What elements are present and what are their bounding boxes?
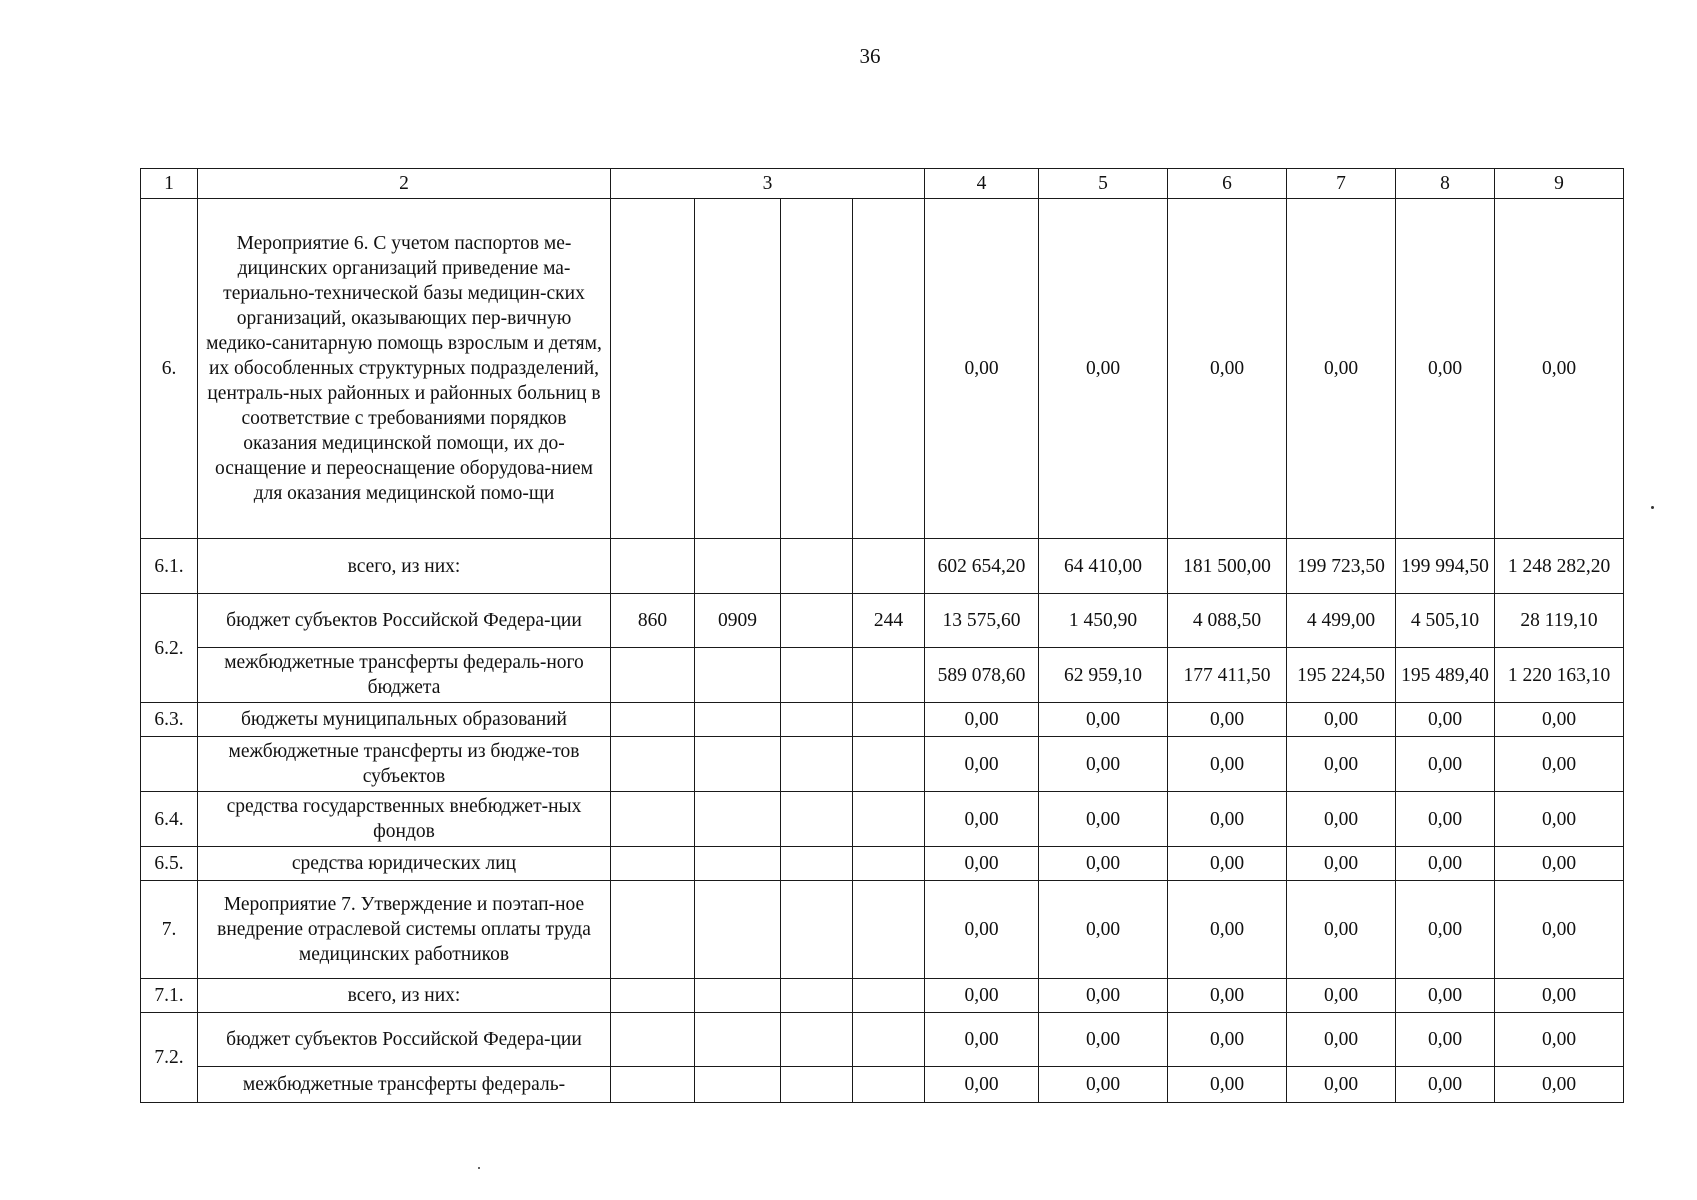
code-cell [853, 199, 925, 539]
row-description: Мероприятие 7. Утверждение и поэтап-ное внедрение отраслевой системы оплаты труда медицинских работников [198, 881, 611, 979]
code-cell [781, 1067, 853, 1103]
value-cell: 0,00 [925, 1013, 1039, 1067]
value-cell: 0,00 [1039, 703, 1168, 737]
code-cell [695, 539, 781, 594]
code-cell [853, 881, 925, 979]
value-cell: 0,00 [1168, 737, 1287, 792]
value-cell: 0,00 [1396, 1067, 1495, 1103]
value-cell: 0,00 [1396, 737, 1495, 792]
value-cell: 0,00 [925, 792, 1039, 847]
row-number: 6.1. [141, 539, 198, 594]
value-cell: 0,00 [1495, 979, 1624, 1013]
header-cell: 8 [1396, 169, 1495, 199]
header-cell: 2 [198, 169, 611, 199]
header-cell: 1 [141, 169, 198, 199]
row-description: бюджет субъектов Российской Федера-ции [198, 594, 611, 648]
value-cell: 4 499,00 [1287, 594, 1396, 648]
row-description: межбюджетные трансферты из бюдже-тов субъектов [198, 737, 611, 792]
value-cell: 0,00 [1495, 1013, 1624, 1067]
row-description: всего, из них: [198, 979, 611, 1013]
table-row [141, 881, 1624, 979]
row-number: 6.4. [141, 792, 198, 847]
row-description: средства юридических лиц [198, 847, 611, 881]
code-cell [695, 737, 781, 792]
code-cell [781, 737, 853, 792]
value-cell: 0,00 [1495, 847, 1624, 881]
code-cell [853, 539, 925, 594]
value-cell: 4 505,10 [1396, 594, 1495, 648]
header-cell: 7 [1287, 169, 1396, 199]
value-cell: 0,00 [1287, 1067, 1396, 1103]
value-cell: 195 224,50 [1287, 648, 1396, 703]
value-cell: 0,00 [1168, 1013, 1287, 1067]
code-cell [781, 881, 853, 979]
value-cell: 0,00 [925, 847, 1039, 881]
code-cell [611, 737, 695, 792]
code-cell [695, 1013, 781, 1067]
value-cell: 177 411,50 [1168, 648, 1287, 703]
value-cell: 0,00 [1396, 881, 1495, 979]
value-cell: 0,00 [1495, 792, 1624, 847]
table-row [141, 847, 1624, 881]
value-cell: 0,00 [1396, 1013, 1495, 1067]
header-cell: 5 [1039, 169, 1168, 199]
header-cell: 3 [611, 169, 925, 199]
row-number: 6.3. [141, 703, 198, 737]
value-cell: 0,00 [1396, 979, 1495, 1013]
code-cell [695, 979, 781, 1013]
value-cell: 0,00 [1287, 979, 1396, 1013]
value-cell: 0,00 [1168, 881, 1287, 979]
value-cell: 62 959,10 [1039, 648, 1168, 703]
row-description: межбюджетные трансферты федераль-ного бюджета [198, 648, 611, 703]
header-cell: 9 [1495, 169, 1624, 199]
value-cell: 1 450,90 [1039, 594, 1168, 648]
code-cell [695, 1067, 781, 1103]
value-cell: 0,00 [1168, 847, 1287, 881]
value-cell: 199 994,50 [1396, 539, 1495, 594]
table-row [141, 737, 1624, 792]
code-cell: 0909 [695, 594, 781, 648]
value-cell: 0,00 [925, 703, 1039, 737]
value-cell: 0,00 [1396, 792, 1495, 847]
table-row [141, 539, 1624, 594]
scan-speck [1651, 506, 1654, 509]
table-header-row [141, 169, 1624, 199]
value-cell: 0,00 [1168, 1067, 1287, 1103]
table-row [141, 594, 1624, 648]
code-cell [611, 1067, 695, 1103]
table-row [141, 1013, 1624, 1067]
row-description: межбюджетные трансферты федераль- [198, 1067, 611, 1103]
table-row [141, 1067, 1624, 1103]
value-cell: 195 489,40 [1396, 648, 1495, 703]
code-cell [695, 199, 781, 539]
value-cell: 0,00 [1396, 847, 1495, 881]
row-description: Мероприятие 6. С учетом паспортов ме-дицинских организаций приведение ма-териально-технической базы медицин-ских организаций, оказывающих пер-вичную медико-санитарную помощь взрослым и детям, их обособленных структурных подразделений, централь-ных районных и районных больниц в соответствие с требованиями порядков оказания медицинской помощи, их до-оснащение и переоснащение оборудова-нием для оказания медицинской помо-щи [198, 199, 611, 539]
row-number: 7.1. [141, 979, 198, 1013]
value-cell: 0,00 [1039, 979, 1168, 1013]
code-cell [611, 847, 695, 881]
code-cell [853, 979, 925, 1013]
value-cell: 0,00 [1495, 737, 1624, 792]
value-cell: 0,00 [1039, 1013, 1168, 1067]
header-cell: 6 [1168, 169, 1287, 199]
value-cell: 13 575,60 [925, 594, 1039, 648]
row-number: 6.5. [141, 847, 198, 881]
value-cell: 0,00 [1287, 199, 1396, 539]
value-cell: 0,00 [1396, 703, 1495, 737]
value-cell: 0,00 [1039, 847, 1168, 881]
code-cell [781, 594, 853, 648]
code-cell [695, 792, 781, 847]
code-cell [853, 703, 925, 737]
value-cell: 0,00 [1039, 199, 1168, 539]
row-number [141, 737, 198, 792]
value-cell: 0,00 [1287, 792, 1396, 847]
value-cell: 589 078,60 [925, 648, 1039, 703]
value-cell: 181 500,00 [1168, 539, 1287, 594]
code-cell [695, 881, 781, 979]
value-cell: 0,00 [925, 979, 1039, 1013]
row-description: бюджеты муниципальных образований [198, 703, 611, 737]
value-cell: 0,00 [1168, 703, 1287, 737]
code-cell [781, 703, 853, 737]
value-cell: 0,00 [1287, 1013, 1396, 1067]
code-cell [853, 792, 925, 847]
code-cell [781, 792, 853, 847]
code-cell [781, 847, 853, 881]
code-cell [781, 1013, 853, 1067]
value-cell: 0,00 [1168, 979, 1287, 1013]
value-cell: 28 119,10 [1495, 594, 1624, 648]
value-cell: 0,00 [1287, 703, 1396, 737]
code-cell [853, 648, 925, 703]
code-cell [695, 648, 781, 703]
value-cell: 0,00 [1396, 199, 1495, 539]
code-cell [611, 792, 695, 847]
row-description: средства государственных внебюджет-ных фондов [198, 792, 611, 847]
code-cell [853, 737, 925, 792]
page-number: 36 [859, 44, 881, 68]
code-cell [781, 648, 853, 703]
value-cell: 0,00 [925, 199, 1039, 539]
row-number: 7. [141, 881, 198, 979]
value-cell: 0,00 [1495, 1067, 1624, 1103]
table-row [141, 792, 1624, 847]
code-cell [611, 1013, 695, 1067]
code-cell: 860 [611, 594, 695, 648]
table-row [141, 703, 1624, 737]
value-cell: 0,00 [1168, 199, 1287, 539]
value-cell: 0,00 [1287, 881, 1396, 979]
table-row [141, 648, 1624, 703]
code-cell: 244 [853, 594, 925, 648]
value-cell: 0,00 [1039, 737, 1168, 792]
value-cell: 0,00 [1039, 1067, 1168, 1103]
row-description: бюджет субъектов Российской Федера-ции [198, 1013, 611, 1067]
value-cell: 0,00 [1495, 703, 1624, 737]
value-cell: 0,00 [1287, 737, 1396, 792]
scan-speck [478, 1167, 480, 1169]
code-cell [781, 199, 853, 539]
code-cell [611, 539, 695, 594]
value-cell: 0,00 [1495, 881, 1624, 979]
code-cell [611, 199, 695, 539]
code-cell [781, 539, 853, 594]
value-cell: 602 654,20 [925, 539, 1039, 594]
table-row [141, 979, 1624, 1013]
value-cell: 4 088,50 [1168, 594, 1287, 648]
code-cell [611, 881, 695, 979]
value-cell: 0,00 [1495, 199, 1624, 539]
value-cell: 0,00 [1039, 792, 1168, 847]
header-cell: 4 [925, 169, 1039, 199]
value-cell: 0,00 [925, 881, 1039, 979]
code-cell [611, 703, 695, 737]
value-cell: 1 248 282,20 [1495, 539, 1624, 594]
code-cell [611, 979, 695, 1013]
code-cell [611, 648, 695, 703]
row-number: 7.2. [141, 1013, 198, 1103]
budget-table [140, 168, 1624, 1103]
value-cell: 0,00 [1039, 881, 1168, 979]
code-cell [853, 1067, 925, 1103]
code-cell [695, 703, 781, 737]
row-number: 6. [141, 199, 198, 539]
value-cell: 0,00 [925, 737, 1039, 792]
code-cell [781, 979, 853, 1013]
value-cell: 0,00 [1287, 847, 1396, 881]
table-row [141, 199, 1624, 539]
value-cell: 1 220 163,10 [1495, 648, 1624, 703]
value-cell: 64 410,00 [1039, 539, 1168, 594]
code-cell [695, 847, 781, 881]
code-cell [853, 847, 925, 881]
row-number: 6.2. [141, 594, 198, 703]
row-description: всего, из них: [198, 539, 611, 594]
value-cell: 0,00 [925, 1067, 1039, 1103]
code-cell [853, 1013, 925, 1067]
value-cell: 199 723,50 [1287, 539, 1396, 594]
value-cell: 0,00 [1168, 792, 1287, 847]
